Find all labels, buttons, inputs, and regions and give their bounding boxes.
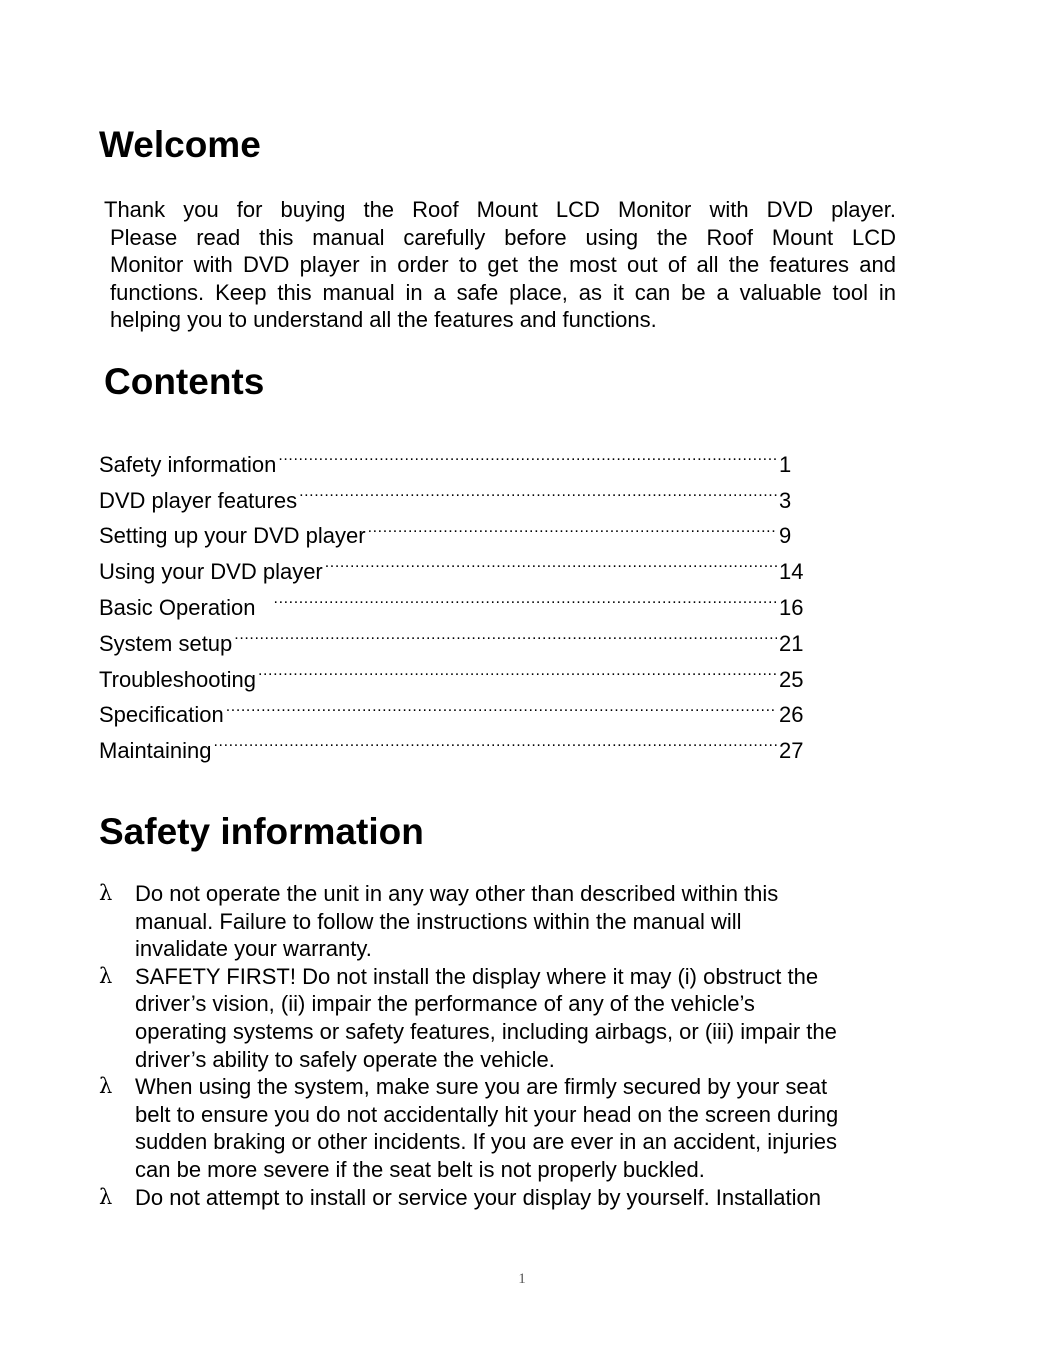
welcome-line: Monitor with DVD player in order to get the most out of all the features and xyxy=(110,252,896,278)
safety-list xyxy=(99,880,899,1211)
toc-entry-title: System setup xyxy=(99,630,233,656)
safety-list-item xyxy=(99,963,899,1073)
toc-entry-title: Maintaining xyxy=(99,738,212,764)
welcome-line: Thank you for buying the Roof Mount LCD Monitor with DVD player. xyxy=(104,197,896,222)
safety-item-line: invalidate your warranty. xyxy=(135,936,372,962)
toc-entry-title: Safety information xyxy=(99,451,277,477)
safety-list-item xyxy=(99,1184,899,1212)
toc-entry-page: 21 xyxy=(779,630,804,656)
toc-entry-title: Troubleshooting xyxy=(99,666,256,692)
toc-entry-page: 25 xyxy=(779,666,804,692)
toc-entry-title: Using your DVD player xyxy=(99,559,323,585)
safety-item-line: Do not operate the unit in any way other than described within this xyxy=(135,881,779,906)
safety-item-line: belt to ensure you do not accidentally hit your head on the screen during xyxy=(135,1101,839,1127)
lambda-bullet-icon: λ xyxy=(99,1074,113,1099)
toc-entry-page: 3 xyxy=(779,487,792,513)
toc-entry-page: 26 xyxy=(779,702,804,728)
toc-entry-page: 16 xyxy=(779,594,804,620)
toc-entry-page: 27 xyxy=(779,738,804,764)
safety-item-line: can be more severe if the seat belt is not properly buckled. xyxy=(135,1156,705,1182)
toc-entry-page: 1 xyxy=(779,451,792,477)
safety-item-line: When using the system, make sure you are firmly secured by your seat xyxy=(135,1074,828,1100)
welcome-line: Please read this manual carefully before using the Roof Mount LCD xyxy=(110,224,896,250)
lambda-bullet-icon: λ xyxy=(99,963,113,988)
page-number: 1 xyxy=(518,1271,526,1287)
toc-dot-leader xyxy=(258,651,777,687)
safety-item-line: operating systems or safety features, including airbags, or (iii) impair the xyxy=(135,1018,837,1044)
safety-item-line: sudden braking or other incidents. If you are ever in an accident, injuries xyxy=(135,1129,837,1155)
toc-dot-leader xyxy=(368,508,777,544)
toc-entry-title: Setting up your DVD player xyxy=(99,523,366,549)
safety-item-line: manual. Failure to follow the instructions within the manual will xyxy=(135,908,742,934)
toc-entry-page: 14 xyxy=(779,559,804,585)
toc-dot-leader xyxy=(214,722,777,758)
safety-list-item xyxy=(99,880,899,963)
toc-dot-leader xyxy=(226,687,777,723)
toc-entry-title: DVD player features xyxy=(99,487,298,513)
safety-item-line: Do not attempt to install or service your display by yourself. Installation xyxy=(135,1184,821,1210)
toc-dot-leader xyxy=(278,436,777,472)
toc-entry-title: Basic Operation xyxy=(99,594,256,620)
toc-dot-leader xyxy=(325,543,777,579)
toc-entry-page: 9 xyxy=(779,523,792,549)
welcome-paragraph xyxy=(104,196,896,334)
toc-dot-leader xyxy=(299,472,777,508)
toc-dot-leader xyxy=(234,615,777,651)
toc-entry-title: Specification xyxy=(99,702,224,728)
contents-heading: Contents xyxy=(104,361,265,402)
lambda-bullet-icon: λ xyxy=(99,1184,113,1209)
welcome-line: functions. Keep this manual in a safe place, as it can be a valuable tool in xyxy=(110,279,896,305)
welcome-line: helping you to understand all the features and functions. xyxy=(110,307,657,333)
safety-item-line: driver’s vision, (ii) impair the performance of any of the vehicle’s xyxy=(135,991,755,1017)
welcome-heading: Welcome xyxy=(99,124,261,165)
toc-dot-leader xyxy=(274,579,777,615)
safety-item-line: SAFETY FIRST! Do not install the display where it may (i) obstruct the xyxy=(135,963,819,989)
safety-list-item xyxy=(99,1073,899,1183)
safety-item-line: driver’s ability to safely operate the vehicle. xyxy=(135,1046,555,1072)
lambda-bullet-icon: λ xyxy=(99,881,113,905)
toc-entry xyxy=(99,436,809,477)
table-of-contents xyxy=(99,436,809,764)
safety-heading: Safety information xyxy=(99,811,424,852)
